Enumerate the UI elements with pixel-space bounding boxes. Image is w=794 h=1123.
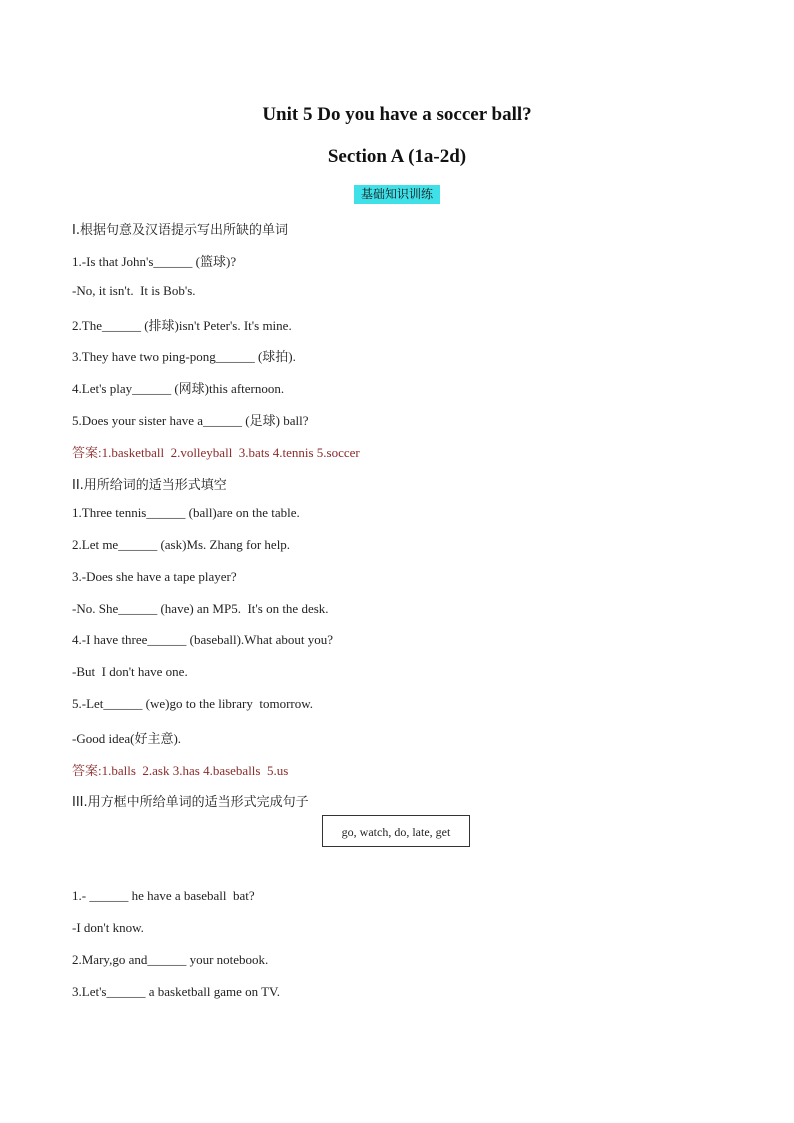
part2-item: 3.-Does she have a tape player? [72, 569, 237, 584]
word-box: go, watch, do, late, get [322, 815, 470, 847]
part1-item: 1.-Is that John's______ (篮球)? [72, 254, 237, 269]
part1-item: -No, it isn't. It is Bob's. [72, 283, 196, 298]
part1-item: 3.They have two ping-pong______ (球拍). [72, 349, 296, 364]
part2-item: 2.Let me______ (ask)Ms. Zhang for help. [72, 537, 291, 552]
part1-item: 5.Does your sister have a______ (足球) ball? [72, 413, 309, 428]
part2-heading: II.用所给词的适当形式填空 [72, 478, 227, 493]
part3-item: 3.Let's______ a basketball game on TV. [72, 984, 281, 999]
part2-item: -No. She______ (have) an MP5. It's on the desk. [72, 601, 329, 616]
part2-item: -Good idea(好主意). [72, 731, 182, 746]
part2-item: 5.-Let______ (we)go to the library tomorrow. [72, 696, 314, 711]
part3-heading: III.用方框中所给单词的适当形式完成句子 [72, 795, 309, 810]
section-title: Section A (1a-2d) [327, 146, 467, 167]
part2-answer: 答案:1.balls 2.ask 3.has 4.baseballs 5.us [72, 763, 289, 778]
page-title: Unit 5 Do you have a soccer ball? [262, 104, 532, 125]
part3-item: -I don't know. [72, 920, 144, 935]
part1-item: 2.The______ (排球)isn't Peter's. It's mine. [72, 318, 292, 333]
part1-item: 4.Let's play______ (网球)this afternoon. [72, 381, 285, 396]
section-badge: 基础知识训练 [354, 185, 440, 204]
part3-item: 1.- ______ he have a baseball bat? [72, 888, 255, 903]
part1-answer: 答案:1.basketball 2.volleyball 3.bats 4.tennis 5.soccer [72, 445, 360, 460]
part2-item: 1.Three tennis______ (ball)are on the table. [72, 505, 300, 520]
part1-heading: I.根据句意及汉语提示写出所缺的单词 [72, 223, 288, 238]
part2-item: -But I don't have one. [72, 664, 188, 679]
part2-item: 4.-I have three______ (baseball).What about you? [72, 632, 333, 647]
part3-item: 2.Mary,go and______ your notebook. [72, 952, 269, 967]
